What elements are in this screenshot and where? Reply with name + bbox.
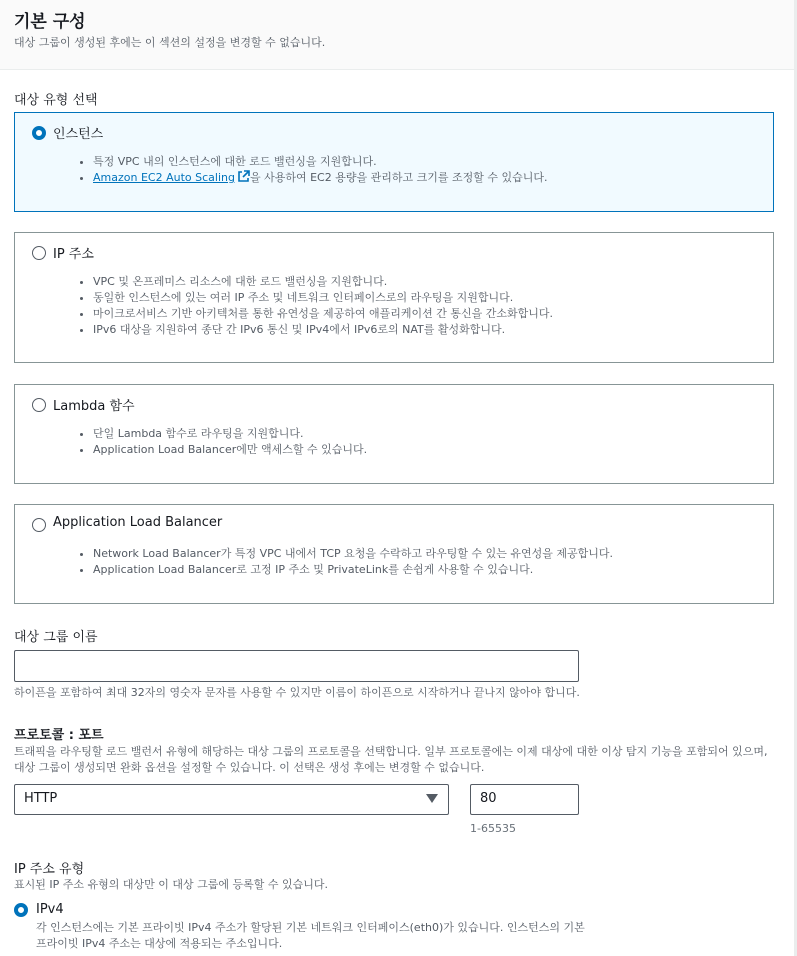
alb-bullets	[93, 546, 613, 578]
instance-radio[interactable]	[32, 126, 46, 140]
list-item: • IPv6 대상을 지원하여 종단 간 IPv6 통신 및 IPv4에서 IPv6로의 NAT를 활성화합니다.	[93, 322, 553, 338]
section-title: 기본 구성	[14, 12, 86, 32]
external-link-icon	[237, 170, 250, 188]
lambda-label: Lambda 함수	[53, 399, 135, 414]
list-item: • Network Load Balancer가 특정 VPC 내에서 TCP 요청을 수락하고 라우팅할 수 있는 유연성을 제공합니다.	[93, 546, 613, 562]
list-item: • 단일 Lambda 함수로 라우팅을 지원합니다.	[93, 426, 367, 442]
section-header	[0, 0, 794, 70]
alb-label: Application Load Balancer	[53, 515, 223, 530]
port-input[interactable]: 80	[470, 784, 579, 815]
ipv4-description: 각 인스턴스에는 기본 프라이빗 IPv4 주소가 할당된 기본 네트워크 인터페이스(eth0)가 있습니다. 인스턴스의 기본 프라이빗 IPv4 주소는 대상에 적용되는 주소입니다.	[36, 921, 585, 950]
alb-radio[interactable]	[32, 518, 46, 532]
ipv4-label: IPv4	[36, 902, 64, 917]
protocol-select[interactable]	[14, 784, 449, 815]
protocol-port-description: 트래픽을 라우팅할 로드 밸런서 유형에 해당하는 대상 그룹의 프로토콜을 선택합니다. 일부 프로토콜에는 이제 대상에 대한 이상 탐지 기능을 포함되어 있으며, 대상 그룹이 생성되면 완화 옵션을 설정할 수 있습니다. 이 선택은 생성 후에는 변경할 수 없습니다.	[14, 745, 768, 774]
lambda-bullets	[93, 426, 367, 458]
list-item: • Application Load Balancer에만 액세스할 수 있습니다.	[93, 442, 367, 458]
port-range-hint: 1-65535	[470, 822, 516, 835]
ip-bullets	[93, 274, 553, 338]
protocol-port-label: 프로토콜 : 포트	[14, 728, 104, 743]
target-type-alb-option[interactable]	[14, 504, 774, 604]
target-group-name-label: 대상 그룹 이름	[14, 630, 98, 645]
list-item	[93, 170, 547, 188]
ip-address-type-label: IP 주소 유형	[14, 862, 85, 877]
dropdown-caret-icon	[426, 794, 438, 803]
target-group-name-input[interactable]	[14, 650, 579, 682]
ip-address-type-description: 표시된 IP 주소 유형의 대상만 이 대상 그룹에 등록할 수 있습니다.	[14, 878, 328, 891]
target-type-instance-option[interactable]	[14, 112, 774, 212]
list-item: • Application Load Balancer로 고정 IP 주소 및 PrivateLink를 손쉽게 사용할 수 있습니다.	[93, 562, 613, 578]
target-type-lambda-option[interactable]	[14, 384, 774, 484]
ec2-auto-scaling-link[interactable]: Amazon EC2 Auto Scaling	[93, 171, 235, 184]
ip-label: IP 주소	[53, 247, 94, 262]
list-item: • 특정 VPC 내의 인스턴스에 대한 로드 밸런싱을 지원합니다.	[93, 154, 547, 170]
ip-radio[interactable]	[32, 246, 46, 260]
lambda-radio[interactable]	[32, 398, 46, 412]
target-type-ip-option[interactable]	[14, 232, 774, 363]
instance-bullets	[93, 154, 547, 188]
link-suffix-text: 을 사용하여 EC2 용량을 관리하고 크기를 조정할 수 있습니다.	[249, 171, 548, 184]
target-group-name-hint: 하이픈을 포함하여 최대 32자의 영숫자 문자를 사용할 수 있지만 이름이 하이픈으로 시작하거나 끝나지 않아야 합니다.	[14, 686, 580, 699]
ipv4-radio[interactable]	[14, 903, 28, 917]
list-item: • VPC 및 온프레미스 리소스에 대한 로드 밸런싱을 지원합니다.	[93, 274, 553, 290]
instance-label: 인스턴스	[53, 127, 104, 142]
section-description: 대상 그룹이 생성된 후에는 이 섹션의 설정을 변경할 수 없습니다.	[14, 36, 326, 49]
list-item: • 동일한 인스턴스에 있는 여러 IP 주소 및 네트워크 인터페이스로의 라우팅을 지원합니다.	[93, 290, 553, 306]
list-item: • 마이크로서비스 기반 아키텍처를 통한 유연성을 제공하여 애플리케이션 간 통신을 간소화합니다.	[93, 306, 553, 322]
protocol-value: HTTP	[24, 791, 58, 806]
target-type-label: 대상 유형 선택	[14, 93, 98, 108]
